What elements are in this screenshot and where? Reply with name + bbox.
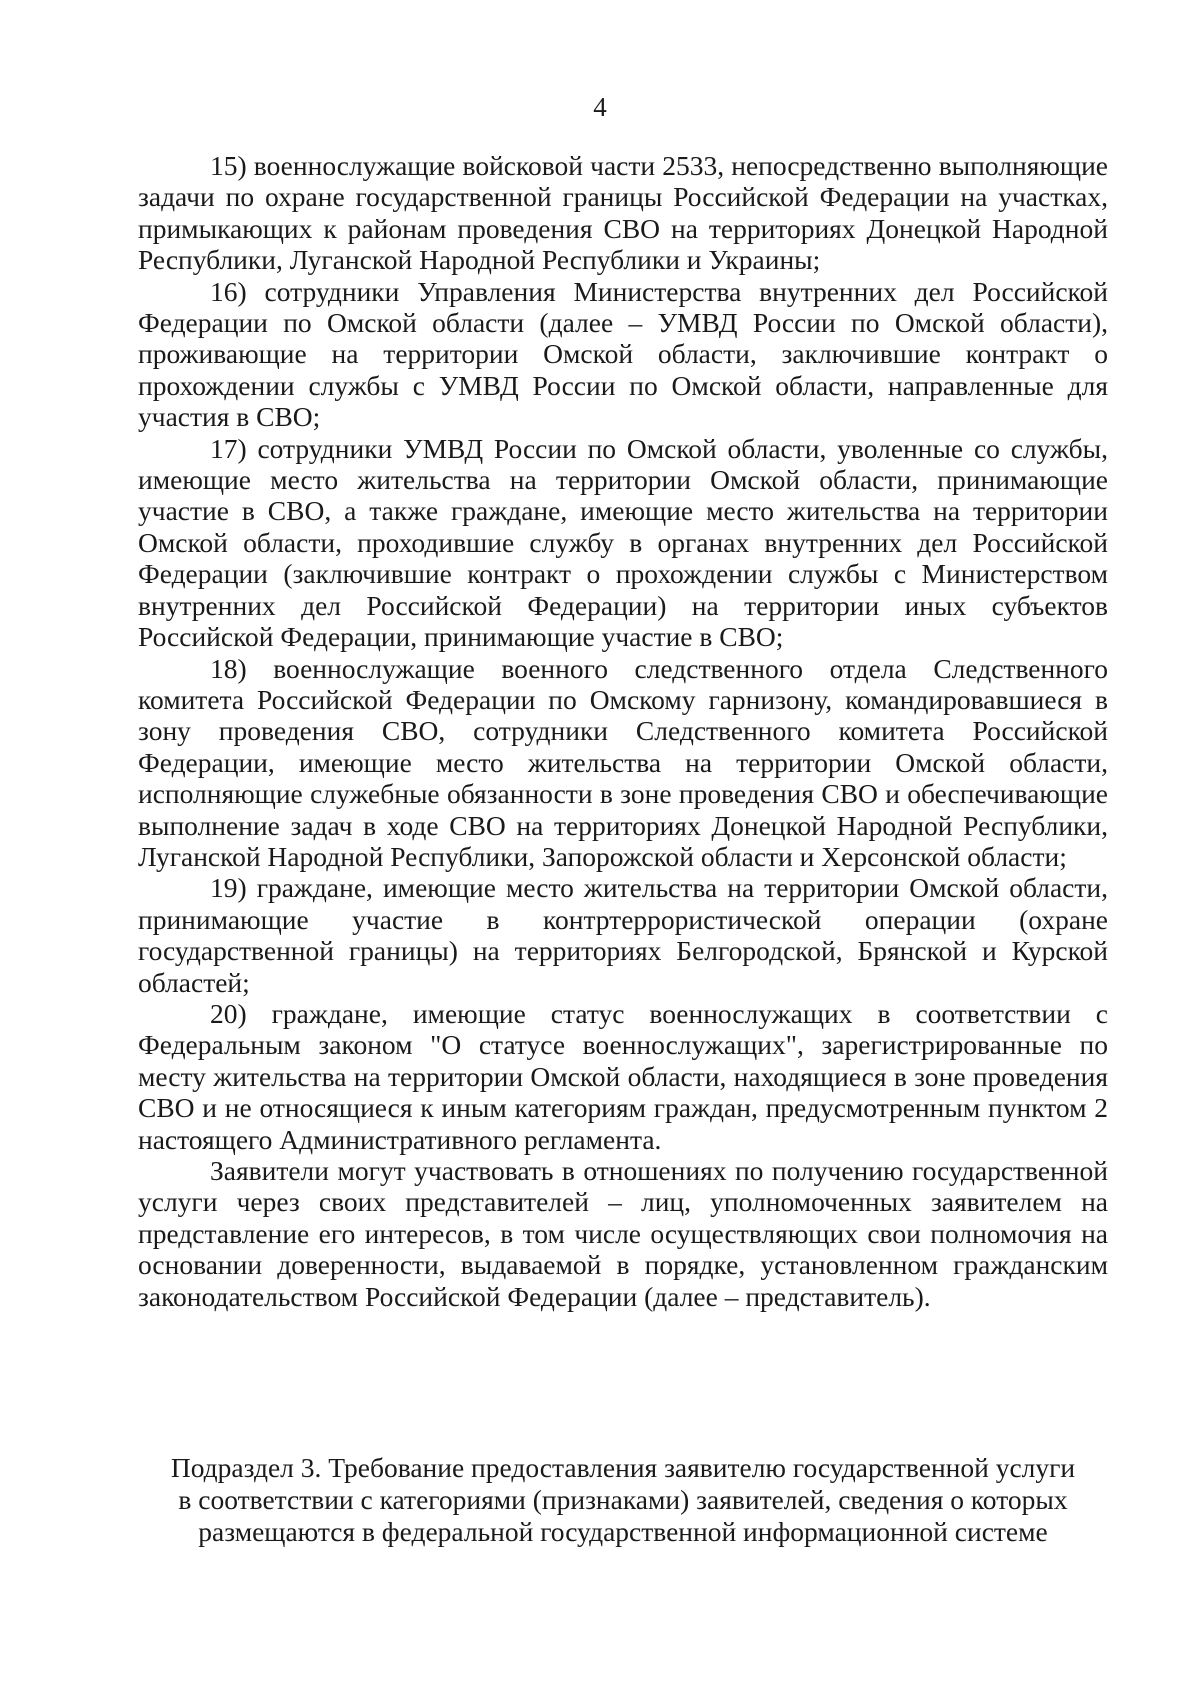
paragraph-representatives: Заявители могут участвовать в отношениях по получению государственной услуги через своих представителей – лиц, уполномоченных заявителем на представление его интересов, в том числе осуществляющих свои полномочия на основании доверенности, выдаваемой в порядке, установленном гражданским законодательством Российской Федерации (далее – представитель).	[138, 1155, 1108, 1312]
paragraph-item-18: 18) военнослужащие военного следственного отдела Следственного комитета Российской Федерации по Омскому гарнизону, командировавшиеся в зону проведения СВО, сотрудники Следственного комитета Российской Федерации, имеющие место жительства на территории Омской области, исполняющие служебные обязанности в зоне проведения СВО и обеспечивающие выполнение задач в ходе СВО на территориях Донецкой Народной Республики, Луганской Народной Республики, Запорожской области и Херсонской области;	[138, 652, 1108, 872]
page-number: 4	[593, 92, 607, 122]
paragraph-item-15: 15) военнослужащие войсковой части 2533, непосредственно выполняющие задачи по охране государственной границы Российской Федерации на участках, примыкающих к районам проведения СВО на территориях Донецкой Народной Республики, Луганской Народной Республики и Украины;	[138, 150, 1108, 276]
paragraph-item-17: 17) сотрудники УМВД России по Омской области, уволенные со службы, имеющие место жительства на территории Омской области, принимающие участие в СВО, а также граждане, имеющие место жительства на территории Омской области, проходившие службу в органах внутренних дел Российской Федерации (заключившие контракт о прохождении службы с Министерством внутренних дел Российской Федерации) на территории иных субъектов Российской Федерации, принимающие участие в СВО;	[138, 432, 1108, 653]
document-body	[138, 150, 1108, 1312]
subsection-heading-line-2: в соответствии с категориями (признаками) заявителей, сведения о которых	[178, 1484, 1068, 1515]
subsection-heading	[138, 1452, 1108, 1548]
paragraph-item-16: 16) сотрудники Управления Министерства внутренних дел Российской Федерации по Омской области (далее – УМВД России по Омской области), проживающие на территории Омской области, заключившие контракт о прохождении службы с УМВД России по Омской области, направленные для участия в СВО;	[138, 275, 1108, 433]
paragraph-item-20: 20) граждане, имеющие статус военнослужащих в соответствии с Федеральным законом "О статусе военнослужащих", зарегистрированные по месту жительства на территории Омской области, находящиеся в зоне проведения СВО и не относящиеся к иным категориям граждан, предусмотренным пунктом 2 настоящего Административного регламента.	[138, 997, 1108, 1155]
subsection-heading-line-1: Подраздел 3. Требование предоставления заявителю государственной услуги	[170, 1452, 1076, 1483]
subsection-heading-line-3: размещаются в федеральной государственной информационной системе	[198, 1516, 1048, 1547]
paragraph-item-19: 19) граждане, имеющие место жительства на территории Омской области, принимающие участие в контртеррористической операции (охране государственной границы) на территориях Белгородской, Брянской и Курской областей;	[138, 872, 1108, 998]
